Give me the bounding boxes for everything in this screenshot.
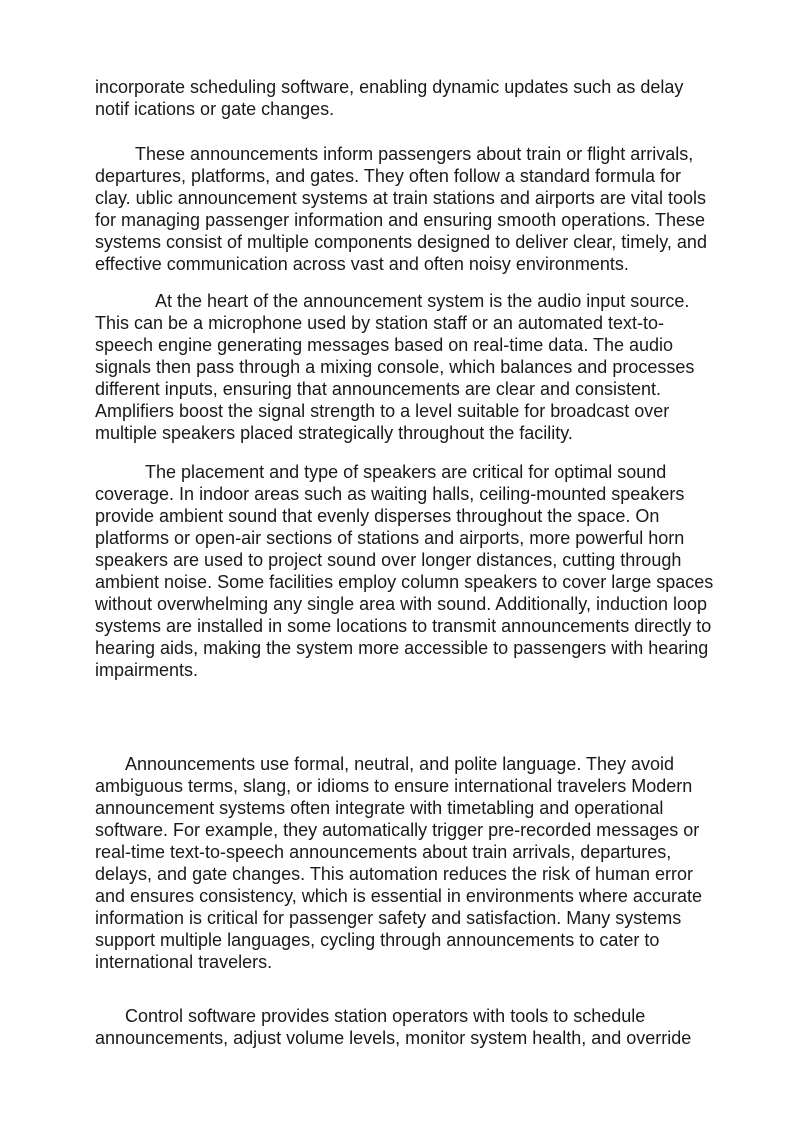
- paragraph-scheduling-continuation: incorporate scheduling software, enabling dynamic updates such as delay notif ications or gate changes.: [95, 77, 684, 119]
- paragraph-language-and-integration: Announcements use formal, neutral, and polite language. They avoid ambiguous terms, slang, or idioms to ensure international travelers Modern announcement systems often integrate with timetabling and operational software. For example, they automatically trigger pre-recorded messages or real-time text-to-speech announcements about train arrivals, departures, delays, and gate changes. This automation reduces the risk of human error and ensures consistency, which is essential in environments where accurate information is critical for passenger safety and satisfaction. Many systems support multiple languages, cycling through announcements to cater to international travelers.: [95, 754, 702, 972]
- paragraph-control-software: Control software provides station operators with tools to schedule announcements, adjust volume levels, monitor system health, and override: [95, 1006, 692, 1048]
- paragraph-announcement-overview: These announcements inform passengers about train or flight arrivals, departures, platforms, and gates. They often follow a standard formula for clay. ublic announcement systems at train stations and airports are vital tools for managing passenger information and ensuring smooth operations. These systems consist of multiple components designed to deliver clear, timely, and effective communication across vast and often noisy environments.: [95, 144, 707, 274]
- paragraph-speaker-placement: The placement and type of speakers are critical for optimal sound coverage. In indoor areas such as waiting halls, ceiling-mounted speakers provide ambient sound that evenly disperses throughout the space. On platforms or open-air sections of stations and airports, more powerful horn speakers are used to project sound over longer distances, cutting through ambient noise. Some facilities employ column speakers to cover large spaces without overwhelming any single area with sound. Additionally, induction loop systems are installed in some locations to transmit announcements directly to hearing aids, making the system more accessible to passengers with hearing impairments.: [95, 462, 714, 680]
- paragraph-audio-input: At the heart of the announcement system is the audio input source. This can be a microphone used by station staff or an automated text-to- speech engine generating messages based on real-time data. The audio signals then pass through a mixing console, which balances and processes different inputs, ensuring that announcements are clear and consistent. Amplifiers boost the signal strength to a level suitable for broadcast over multiple speakers placed strategically throughout the facility.: [95, 291, 695, 443]
